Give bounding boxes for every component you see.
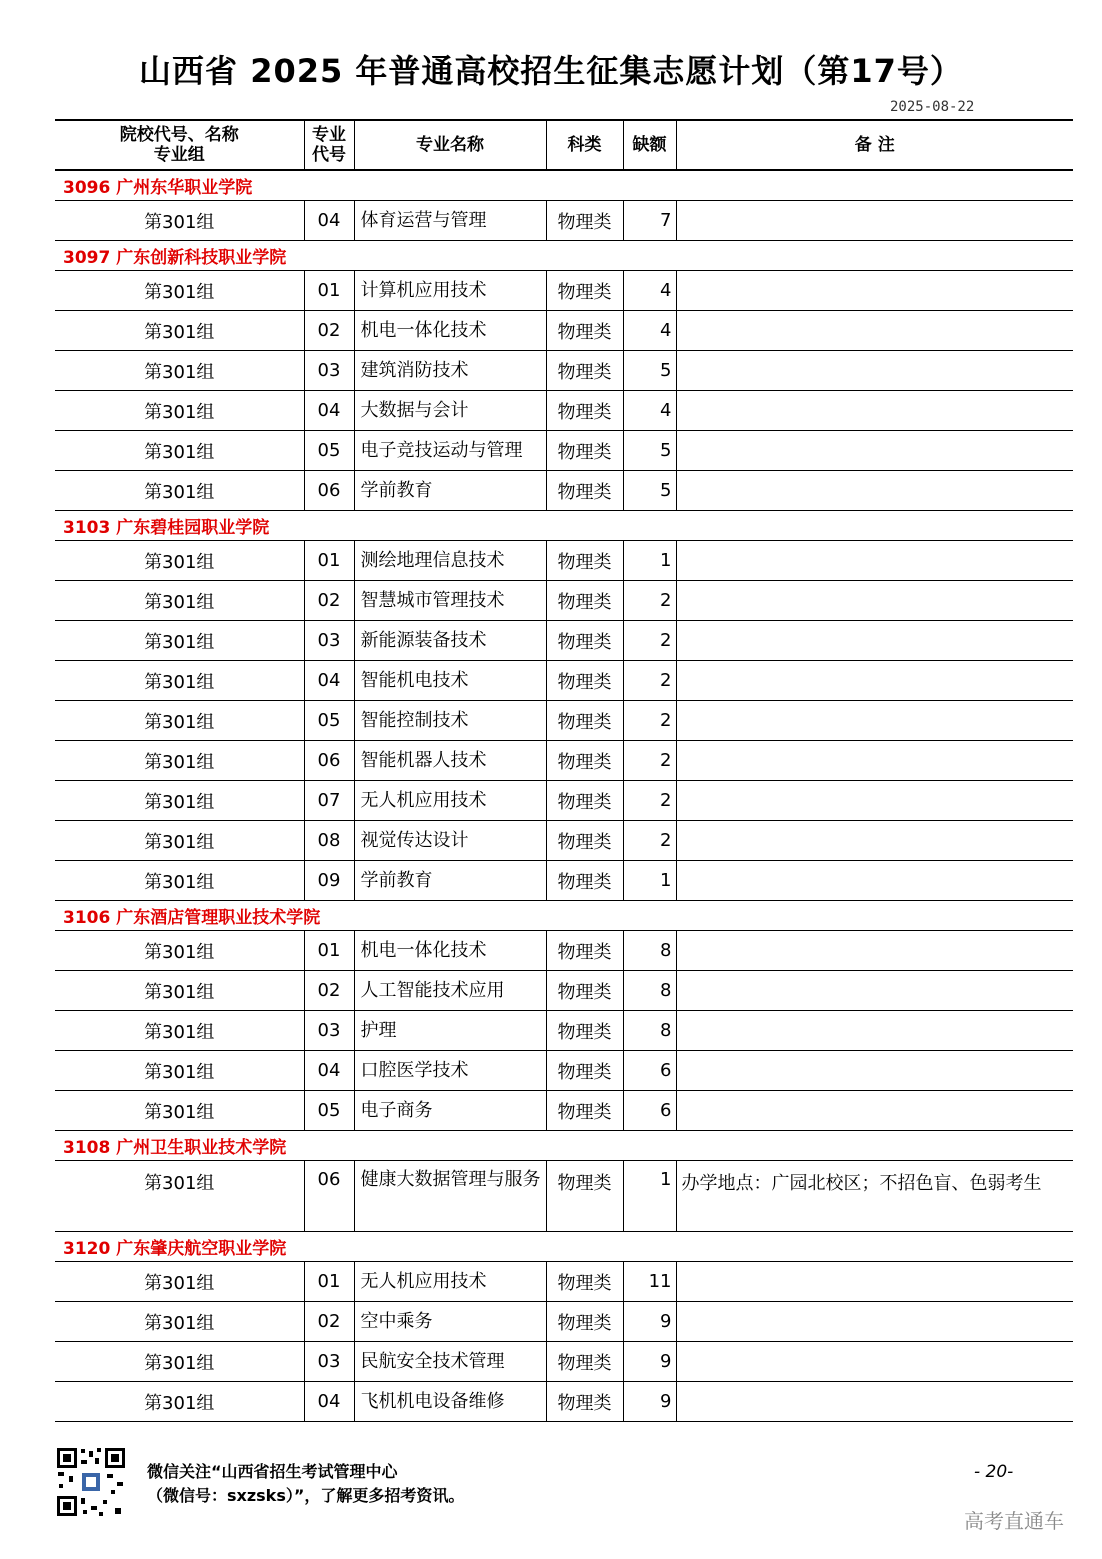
table-row <box>55 821 1073 861</box>
quota-cell: 5 <box>623 471 676 511</box>
note-cell <box>676 741 1073 781</box>
note-cell <box>676 1342 1073 1382</box>
major-name-cell: 智慧城市管理技术 <box>354 581 546 621</box>
major-name-cell: 新能源装备技术 <box>354 621 546 661</box>
major-code-cell: 02 <box>304 971 354 1011</box>
header-school-group: 院校代号、名称 专业组 <box>55 120 304 170</box>
quota-cell: 9 <box>623 1382 676 1422</box>
school-row <box>55 1232 1073 1262</box>
category-cell: 物理类 <box>546 701 623 741</box>
category-cell: 物理类 <box>546 311 623 351</box>
table-header <box>55 120 1073 170</box>
school-row <box>55 170 1073 201</box>
group-cell: 第301组 <box>55 821 304 861</box>
note-cell <box>676 861 1073 901</box>
note-cell <box>676 621 1073 661</box>
note-cell <box>676 1262 1073 1302</box>
quota-cell: 2 <box>623 701 676 741</box>
note-cell <box>676 351 1073 391</box>
group-cell: 第301组 <box>55 351 304 391</box>
table-row <box>55 271 1073 311</box>
school-row <box>55 511 1073 541</box>
table-row <box>55 1091 1073 1131</box>
group-cell: 第301组 <box>55 781 304 821</box>
category-cell: 物理类 <box>546 821 623 861</box>
group-cell: 第301组 <box>55 391 304 431</box>
category-cell: 物理类 <box>546 201 623 241</box>
quota-cell: 2 <box>623 741 676 781</box>
major-code-cell: 05 <box>304 1091 354 1131</box>
group-cell: 第301组 <box>55 311 304 351</box>
table-row <box>55 741 1073 781</box>
group-cell: 第301组 <box>55 581 304 621</box>
group-cell: 第301组 <box>55 1091 304 1131</box>
major-code-cell: 01 <box>304 271 354 311</box>
header-major-code: 专业 代号 <box>304 120 354 170</box>
major-name-cell: 智能机电技术 <box>354 661 546 701</box>
school-row <box>55 901 1073 931</box>
quota-cell: 6 <box>623 1051 676 1091</box>
category-cell: 物理类 <box>546 1382 623 1422</box>
group-cell: 第301组 <box>55 1342 304 1382</box>
major-code-cell: 02 <box>304 311 354 351</box>
quota-cell: 4 <box>623 271 676 311</box>
category-cell: 物理类 <box>546 1091 623 1131</box>
category-cell: 物理类 <box>546 1011 623 1051</box>
major-name-cell: 机电一体化技术 <box>354 931 546 971</box>
major-name-cell: 学前教育 <box>354 471 546 511</box>
quota-cell: 2 <box>623 821 676 861</box>
quota-cell: 8 <box>623 931 676 971</box>
note-cell <box>676 661 1073 701</box>
table-row <box>55 1342 1073 1382</box>
qr-code-icon <box>55 1446 127 1518</box>
category-cell: 物理类 <box>546 271 623 311</box>
note-cell <box>676 541 1073 581</box>
major-code-cell: 06 <box>304 471 354 511</box>
major-name-cell: 建筑消防技术 <box>354 351 546 391</box>
group-cell: 第301组 <box>55 741 304 781</box>
major-name-cell: 视觉传达设计 <box>354 821 546 861</box>
group-cell: 第301组 <box>55 1262 304 1302</box>
category-cell: 物理类 <box>546 1051 623 1091</box>
table-row <box>55 1382 1073 1422</box>
group-cell: 第301组 <box>55 471 304 511</box>
table-row <box>55 1051 1073 1091</box>
table-row <box>55 621 1073 661</box>
table-row <box>55 201 1073 241</box>
major-code-cell: 04 <box>304 661 354 701</box>
table-row <box>55 391 1073 431</box>
category-cell: 物理类 <box>546 581 623 621</box>
school-name: 3103 广东碧桂园职业学院 <box>55 511 1073 541</box>
note-cell <box>676 931 1073 971</box>
note-cell <box>676 701 1073 741</box>
category-cell: 物理类 <box>546 661 623 701</box>
major-code-cell: 05 <box>304 701 354 741</box>
quota-cell: 4 <box>623 391 676 431</box>
category-cell: 物理类 <box>546 1342 623 1382</box>
quota-cell: 2 <box>623 621 676 661</box>
plan-table <box>55 119 1073 1422</box>
note-cell <box>676 431 1073 471</box>
major-code-cell: 03 <box>304 351 354 391</box>
quota-cell: 1 <box>623 1161 676 1232</box>
major-name-cell: 护理 <box>354 1011 546 1051</box>
header-quota: 缺额 <box>623 120 676 170</box>
category-cell: 物理类 <box>546 861 623 901</box>
major-name-cell: 无人机应用技术 <box>354 781 546 821</box>
group-cell: 第301组 <box>55 701 304 741</box>
group-cell: 第301组 <box>55 431 304 471</box>
school-name: 3120 广东肇庆航空职业学院 <box>55 1232 1073 1262</box>
group-cell: 第301组 <box>55 201 304 241</box>
school-name: 3108 广州卫生职业技术学院 <box>55 1131 1073 1161</box>
table-row <box>55 931 1073 971</box>
major-code-cell: 06 <box>304 741 354 781</box>
major-name-cell: 体育运营与管理 <box>354 201 546 241</box>
group-cell: 第301组 <box>55 661 304 701</box>
group-cell: 第301组 <box>55 271 304 311</box>
note-cell <box>676 781 1073 821</box>
note-cell <box>676 471 1073 511</box>
note-cell <box>676 1051 1073 1091</box>
table-row <box>55 861 1073 901</box>
school-name: 3106 广东酒店管理职业技术学院 <box>55 901 1073 931</box>
category-cell: 物理类 <box>546 541 623 581</box>
note-cell <box>676 271 1073 311</box>
category-cell: 物理类 <box>546 1302 623 1342</box>
category-cell: 物理类 <box>546 971 623 1011</box>
group-cell: 第301组 <box>55 971 304 1011</box>
category-cell: 物理类 <box>546 431 623 471</box>
group-cell: 第301组 <box>55 1011 304 1051</box>
major-name-cell: 无人机应用技术 <box>354 1262 546 1302</box>
major-name-cell: 机电一体化技术 <box>354 311 546 351</box>
category-cell: 物理类 <box>546 471 623 511</box>
major-name-cell: 测绘地理信息技术 <box>354 541 546 581</box>
major-name-cell: 计算机应用技术 <box>354 271 546 311</box>
major-code-cell: 03 <box>304 621 354 661</box>
major-name-cell: 智能控制技术 <box>354 701 546 741</box>
quota-cell: 5 <box>623 431 676 471</box>
category-cell: 物理类 <box>546 741 623 781</box>
major-name-cell: 电子商务 <box>354 1091 546 1131</box>
category-cell: 物理类 <box>546 1161 623 1232</box>
note-cell <box>676 311 1073 351</box>
major-name-cell: 人工智能技术应用 <box>354 971 546 1011</box>
major-code-cell: 04 <box>304 391 354 431</box>
major-name-cell: 电子竞技运动与管理 <box>354 431 546 471</box>
school-row <box>55 1131 1073 1161</box>
major-code-cell: 01 <box>304 931 354 971</box>
group-cell: 第301组 <box>55 931 304 971</box>
group-cell: 第301组 <box>55 861 304 901</box>
group-cell: 第301组 <box>55 1382 304 1422</box>
note-cell <box>676 971 1073 1011</box>
quota-cell: 2 <box>623 581 676 621</box>
note-cell <box>676 1091 1073 1131</box>
footer-note: 微信关注“山西省招生考试管理中心 （微信号：sxzsks）”，了解更多招考资讯。 <box>147 1462 465 1505</box>
category-cell: 物理类 <box>546 351 623 391</box>
group-cell: 第301组 <box>55 621 304 661</box>
major-code-cell: 03 <box>304 1342 354 1382</box>
table-row <box>55 1161 1073 1232</box>
major-name-cell: 健康大数据管理与服务 <box>354 1161 546 1232</box>
group-cell: 第301组 <box>55 1051 304 1091</box>
header-note: 备 注 <box>676 120 1073 170</box>
major-name-cell: 空中乘务 <box>354 1302 546 1342</box>
category-cell: 物理类 <box>546 931 623 971</box>
quota-cell: 8 <box>623 971 676 1011</box>
table-row <box>55 581 1073 621</box>
major-code-cell: 01 <box>304 1262 354 1302</box>
note-cell <box>676 1382 1073 1422</box>
group-cell: 第301组 <box>55 1161 304 1232</box>
page-number: - 20- <box>974 1462 1014 1482</box>
note-cell <box>676 821 1073 861</box>
major-name-cell: 民航安全技术管理 <box>354 1342 546 1382</box>
quota-cell: 4 <box>623 311 676 351</box>
school-row <box>55 241 1073 271</box>
quota-cell: 1 <box>623 861 676 901</box>
note-cell <box>676 1011 1073 1051</box>
major-name-cell: 口腔医学技术 <box>354 1051 546 1091</box>
major-name-cell: 智能机器人技术 <box>354 741 546 781</box>
major-code-cell: 07 <box>304 781 354 821</box>
school-name: 3096 广州东华职业学院 <box>55 170 1073 201</box>
publish-date: 2025-08-22 <box>890 99 975 115</box>
header-category: 科类 <box>546 120 623 170</box>
quota-cell: 11 <box>623 1262 676 1302</box>
note-cell <box>676 391 1073 431</box>
quota-cell: 2 <box>623 661 676 701</box>
major-code-cell: 08 <box>304 821 354 861</box>
table-row <box>55 311 1073 351</box>
quota-cell: 9 <box>623 1342 676 1382</box>
major-code-cell: 03 <box>304 1011 354 1051</box>
table-row <box>55 541 1073 581</box>
table-row <box>55 661 1073 701</box>
page-title: 山西省 2025 年普通高校招生征集志愿计划（第17号） <box>139 52 963 90</box>
major-name-cell: 飞机机电设备维修 <box>354 1382 546 1422</box>
major-name-cell: 学前教育 <box>354 861 546 901</box>
watermark: 高考直通车 <box>964 1509 1064 1533</box>
major-name-cell: 大数据与会计 <box>354 391 546 431</box>
major-code-cell: 04 <box>304 1382 354 1422</box>
major-code-cell: 04 <box>304 201 354 241</box>
school-name: 3097 广东创新科技职业学院 <box>55 241 1073 271</box>
category-cell: 物理类 <box>546 621 623 661</box>
group-cell: 第301组 <box>55 1302 304 1342</box>
header-major-name: 专业名称 <box>354 120 546 170</box>
table-row <box>55 351 1073 391</box>
table-row <box>55 781 1073 821</box>
major-code-cell: 05 <box>304 431 354 471</box>
table-row <box>55 701 1073 741</box>
note-cell <box>676 201 1073 241</box>
table-row <box>55 971 1073 1011</box>
quota-cell: 9 <box>623 1302 676 1342</box>
table-row <box>55 1302 1073 1342</box>
table-row <box>55 1011 1073 1051</box>
category-cell: 物理类 <box>546 1262 623 1302</box>
quota-cell: 7 <box>623 201 676 241</box>
note-cell: 办学地点：广园北校区；不招色盲、色弱考生 <box>676 1161 1073 1232</box>
table-row <box>55 431 1073 471</box>
major-code-cell: 01 <box>304 541 354 581</box>
quota-cell: 6 <box>623 1091 676 1131</box>
major-code-cell: 06 <box>304 1161 354 1232</box>
major-code-cell: 02 <box>304 1302 354 1342</box>
note-cell <box>676 581 1073 621</box>
major-code-cell: 04 <box>304 1051 354 1091</box>
quota-cell: 5 <box>623 351 676 391</box>
quota-cell: 1 <box>623 541 676 581</box>
group-cell: 第301组 <box>55 541 304 581</box>
quota-cell: 8 <box>623 1011 676 1051</box>
note-cell <box>676 1302 1073 1342</box>
table-row <box>55 1262 1073 1302</box>
category-cell: 物理类 <box>546 781 623 821</box>
major-code-cell: 02 <box>304 581 354 621</box>
quota-cell: 2 <box>623 781 676 821</box>
category-cell: 物理类 <box>546 391 623 431</box>
table-row <box>55 471 1073 511</box>
major-code-cell: 09 <box>304 861 354 901</box>
